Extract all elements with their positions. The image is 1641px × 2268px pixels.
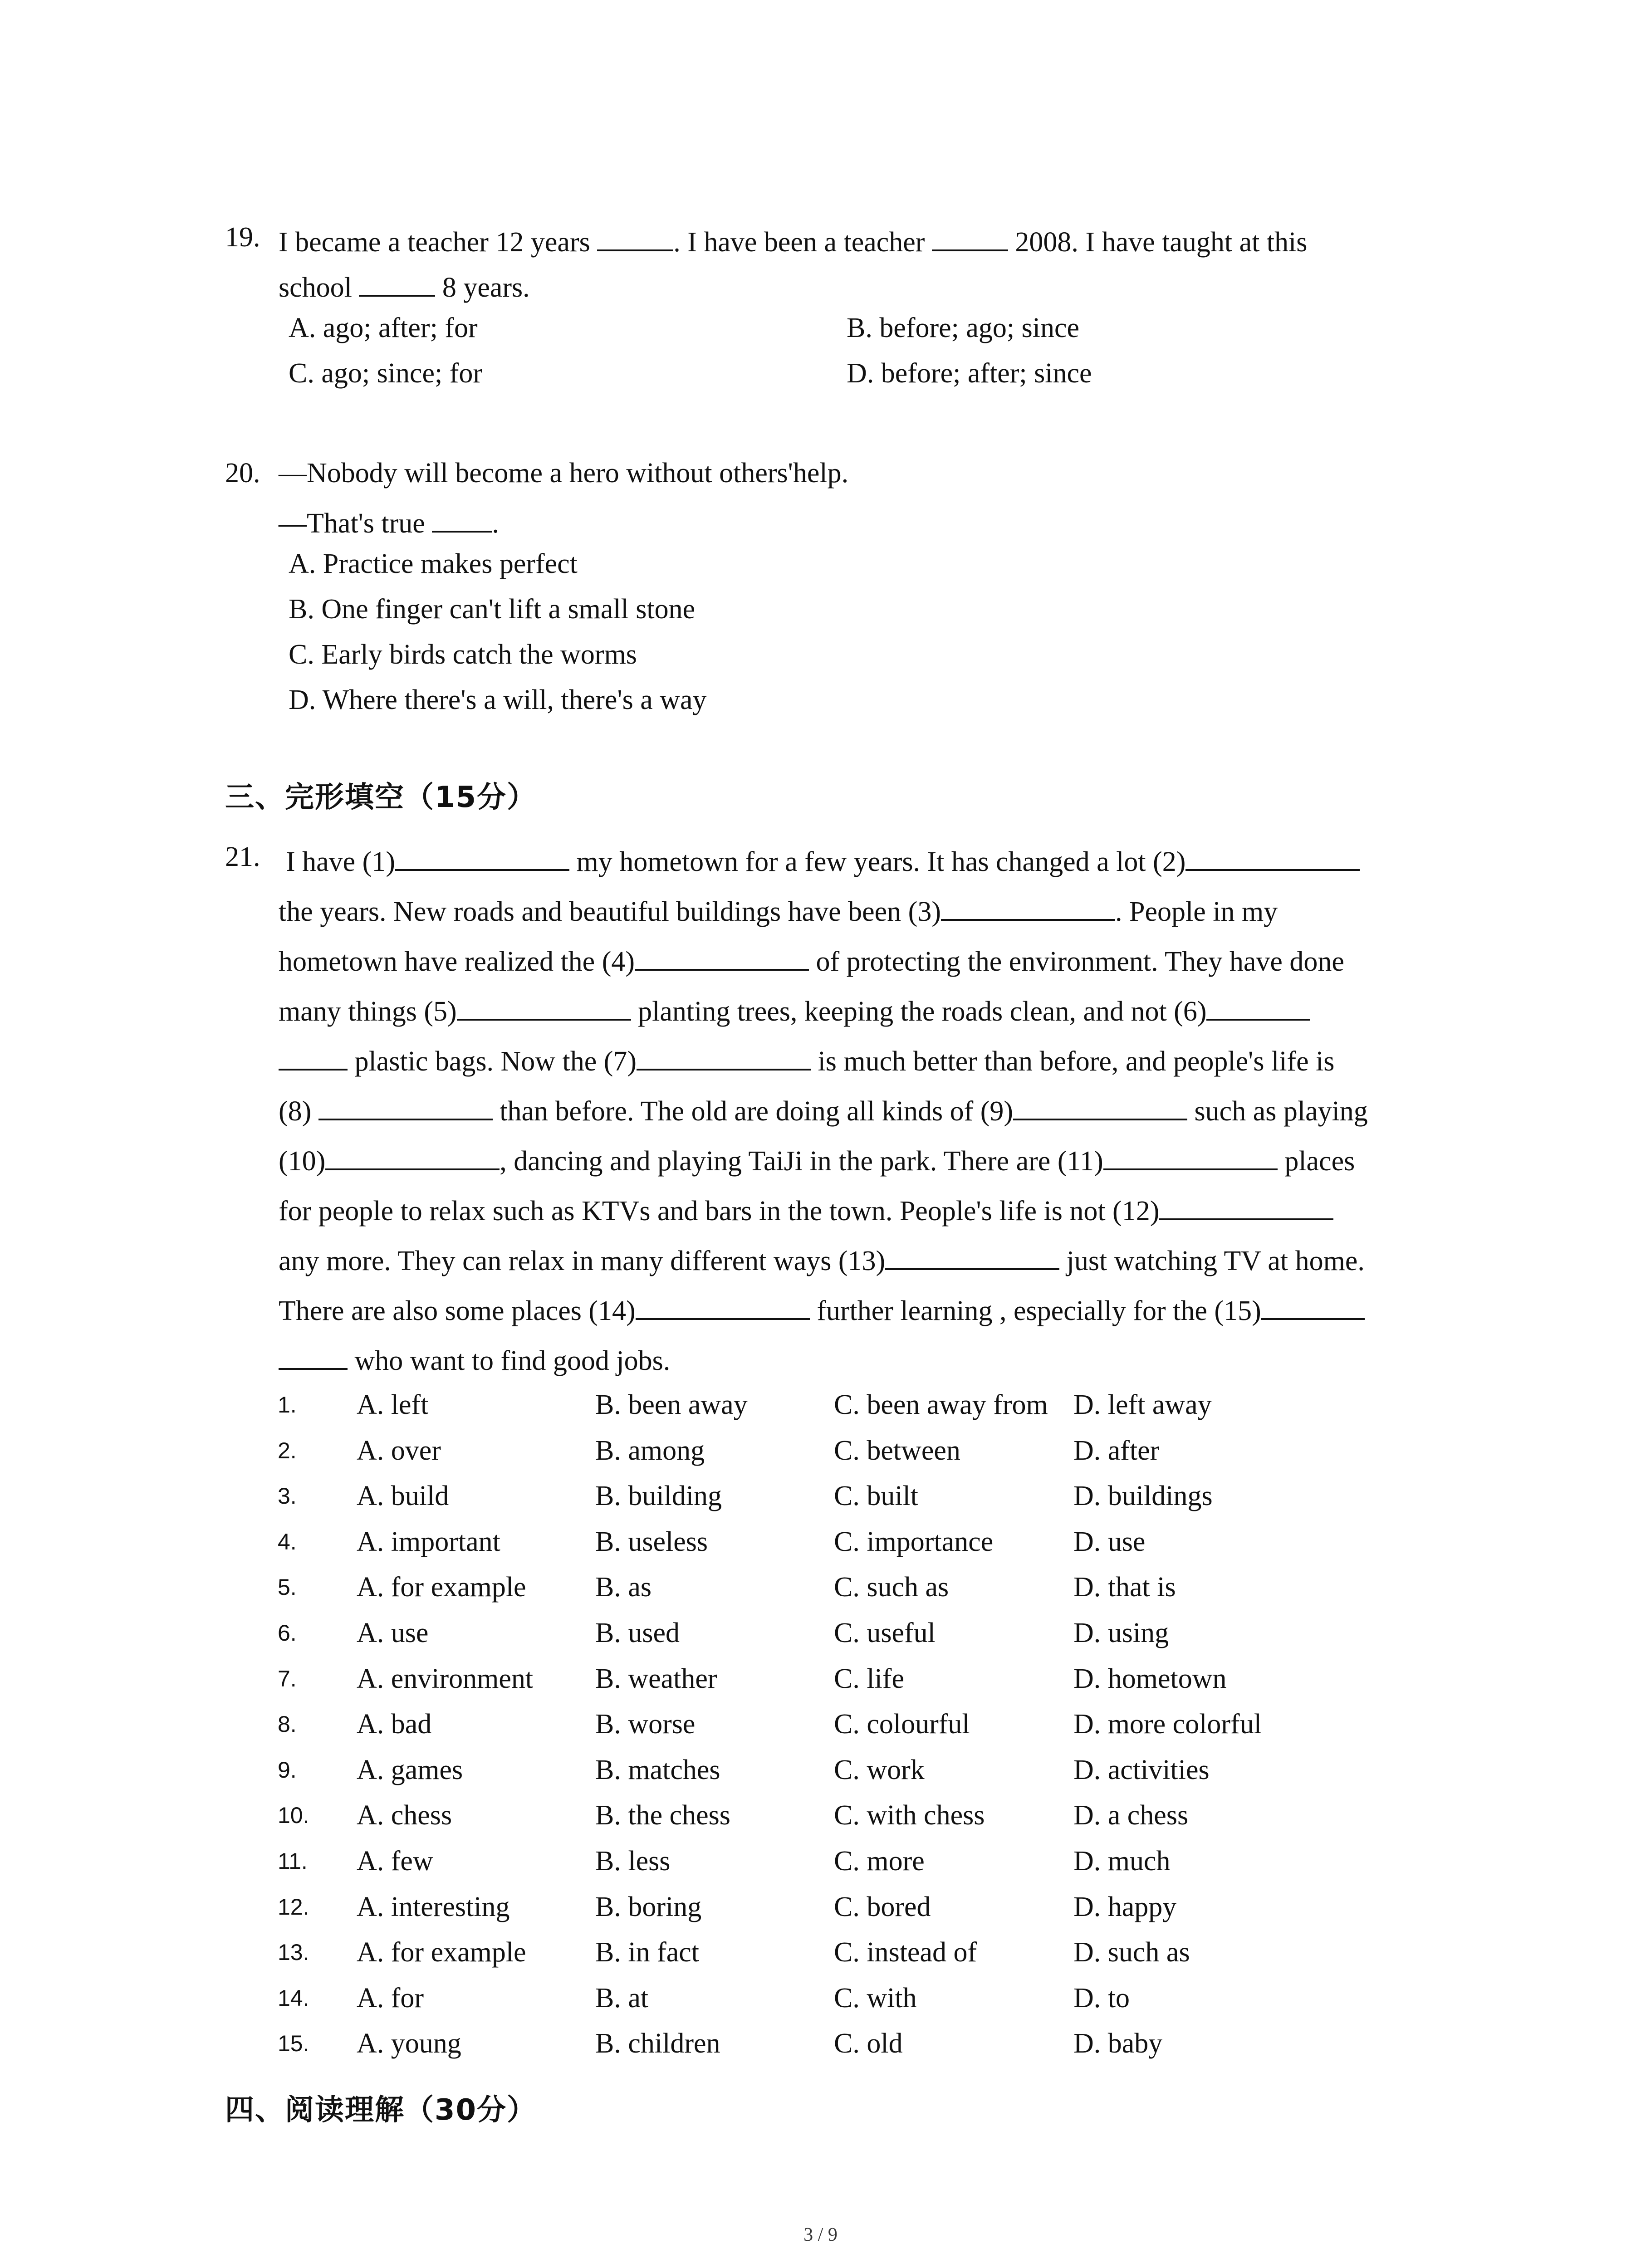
question-19-option-b: B. before; ago; since [847,313,1080,343]
passage-line: many things (5) planting trees, keeping the roads clean, and not (6) [279,992,1310,1026]
option-d: D. use [1073,1526,1146,1557]
option-a: A. build [357,1481,449,1511]
option-row-number: 1. [278,1392,297,1418]
answer-blank [279,1042,348,1070]
option-d: D. buildings [1073,1481,1213,1511]
option-d: D. left away [1073,1389,1212,1420]
option-row-number: 15. [278,2031,309,2056]
answer-blank [318,1092,493,1120]
option-d: D. baby [1073,2028,1163,2059]
option-a: A. for [357,1983,424,2014]
question-21-number: 21. [225,841,260,872]
passage-line: who want to find good jobs. [279,1342,670,1375]
option-d: D. a chess [1073,1800,1189,1831]
option-b: B. among [595,1435,705,1466]
answer-blank [457,992,631,1021]
option-c: C. old [834,2028,903,2059]
option-row-number: 12. [278,1894,309,1920]
answer-blank [597,223,673,251]
option-c: C. useful [834,1618,936,1648]
passage-line: (8) than before. The old are doing all kinds of (9) such as playing [279,1092,1368,1125]
passage-line: any more. They can relax in many different ways (13) just watching TV at home. [279,1242,1365,1275]
answer-blank [885,1242,1059,1270]
question-19-option-c: C. ago; since; for [289,358,483,389]
option-c: C. instead of [834,1937,977,1968]
passage-line: plastic bags. Now the (7) is much better than before, and people's life is [279,1042,1334,1075]
option-row-number: 9. [278,1757,297,1783]
question-19-option-d: D. before; after; since [847,358,1092,389]
option-b: B. useless [595,1526,708,1557]
section-4-heading: 四、阅读理解（30分） [225,2093,537,2127]
answer-blank [635,943,809,971]
answer-blank [637,1042,811,1070]
answer-blank [941,893,1115,921]
section-3-heading: 三、完形填空（15分） [225,781,537,814]
question-19-option-a: A. ago; after; for [289,313,478,343]
option-a: A. use [357,1618,429,1648]
option-row-number: 2. [278,1438,297,1463]
option-b: B. boring [595,1892,702,1922]
question-19-stem-line2: school 8 years. [279,269,530,302]
option-row-number: 5. [278,1574,297,1600]
option-a: A. left [357,1389,429,1420]
option-b: B. building [595,1481,722,1511]
option-c: C. with chess [834,1800,985,1831]
question-20-option-d: D. Where there's a will, there's a way [289,684,707,715]
answer-blank [1013,1092,1187,1120]
option-b: B. used [595,1618,680,1648]
question-19-number: 19. [225,222,260,253]
option-d: D. after [1073,1435,1160,1466]
option-d: D. more colorful [1073,1709,1262,1740]
answer-blank [1261,1292,1365,1320]
option-row-number: 14. [278,1985,309,2011]
option-b: B. as [595,1572,652,1603]
option-row-number: 8. [278,1711,297,1737]
answer-blank [279,1342,348,1370]
option-a: A. important [357,1526,500,1557]
option-a: A. few [357,1846,433,1877]
answer-blank [359,269,435,297]
option-row-number: 13. [278,1940,309,1965]
question-20-line2: —That's true . [279,504,499,538]
question-20-option-a: A. Practice makes perfect [289,548,578,579]
option-row-number: 7. [278,1666,297,1691]
passage-line: for people to relax such as KTVs and bars in the town. People's life is not (12) [279,1192,1333,1225]
option-row-number: 11. [278,1848,308,1874]
option-b: B. in fact [595,1937,699,1968]
answer-blank [636,1292,810,1320]
option-c: C. colourful [834,1709,970,1740]
option-row-number: 10. [278,1803,309,1828]
answer-blank [325,1142,500,1170]
option-b: B. been away [595,1389,748,1420]
answer-blank [1159,1192,1333,1220]
option-a: A. chess [357,1800,452,1831]
option-b: B. less [595,1846,671,1877]
option-b: B. at [595,1983,649,2014]
option-d: D. that is [1073,1572,1176,1603]
option-d: D. happy [1073,1892,1177,1922]
option-b: B. matches [595,1755,720,1785]
option-c: C. been away from [834,1389,1048,1420]
question-19-stem-line1: I became a teacher 12 years . I have been a teacher 2008. I have taught at this [279,223,1307,256]
option-d: D. hometown [1073,1663,1227,1694]
question-20-number: 20. [225,458,260,489]
option-a: A. for example [357,1572,526,1603]
passage-line: I have (1) my hometown for a few years. It has changed a lot (2) [286,843,1360,876]
option-b: B. the chess [595,1800,730,1831]
option-a: A. environment [357,1663,534,1694]
answer-blank [1103,1142,1278,1170]
option-a: A. bad [357,1709,432,1740]
page-number: 3 / 9 [803,2224,838,2245]
option-b: B. weather [595,1663,717,1694]
option-d: D. to [1073,1983,1130,2014]
option-row-number: 3. [278,1483,297,1509]
option-c: C. such as [834,1572,949,1603]
option-b: B. worse [595,1709,696,1740]
answer-blank [432,504,492,533]
option-row-number: 4. [278,1529,297,1554]
option-a: A. for example [357,1937,526,1968]
option-a: A. games [357,1755,463,1785]
option-c: C. life [834,1663,904,1694]
option-c: C. work [834,1755,925,1785]
option-d: D. using [1073,1618,1169,1648]
answer-blank [1206,992,1310,1021]
option-d: D. much [1073,1846,1171,1877]
answer-blank [932,223,1008,251]
option-d: D. such as [1073,1937,1190,1968]
option-c: C. built [834,1481,919,1511]
option-a: A. interesting [357,1892,510,1922]
answer-blank [395,843,569,871]
option-b: B. children [595,2028,720,2059]
passage-line: the years. New roads and beautiful buildings have been (3) . People in my [279,893,1278,926]
question-20-option-c: C. Early birds catch the worms [289,639,637,670]
passage-line: There are also some places (14) further learning , especially for the (15) [279,1292,1365,1325]
passage-line: hometown have realized the (4) of protecting the environment. They have done [279,943,1344,976]
option-a: A. over [357,1435,441,1466]
question-20-line1: —Nobody will become a hero without others'help. [279,458,849,489]
option-a: A. young [357,2028,461,2059]
option-c: C. more [834,1846,925,1877]
option-d: D. activities [1073,1755,1210,1785]
option-c: C. between [834,1435,960,1466]
passage-line: (10) , dancing and playing TaiJi in the park. There are (11) places [279,1142,1355,1175]
question-20-option-b: B. One finger can't lift a small stone [289,594,696,625]
option-c: C. bored [834,1892,931,1922]
option-c: C. importance [834,1526,994,1557]
option-row-number: 6. [278,1620,297,1646]
option-c: C. with [834,1983,917,2014]
answer-blank [1185,843,1360,871]
